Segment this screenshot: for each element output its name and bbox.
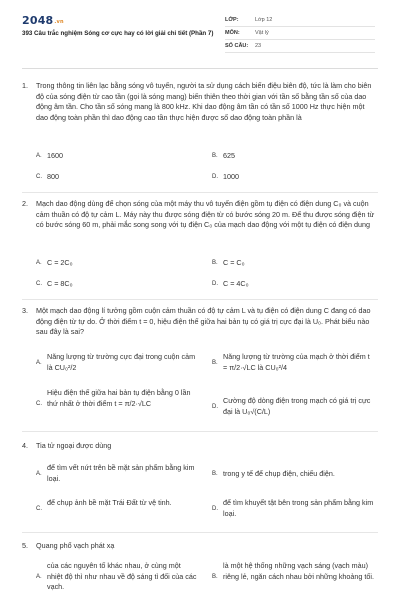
- meta-value: Vật lý: [255, 30, 269, 36]
- option-text: để tìm vết nứt trên bề mặt sản phẩm bằng kim loại.: [47, 463, 195, 483]
- option-label: D.: [212, 404, 218, 410]
- option-b[interactable]: [212, 352, 378, 376]
- option-text: C = 4C₀: [223, 279, 249, 288]
- option-b[interactable]: [212, 561, 378, 597]
- question-stem: Tia tử ngoại được dùng: [36, 441, 112, 450]
- option-a[interactable]: [36, 463, 204, 487]
- meta-key: SỐ CÂU:: [225, 43, 249, 49]
- option-c[interactable]: [36, 388, 204, 422]
- option-a[interactable]: [36, 258, 196, 269]
- question-number: 3.: [22, 306, 28, 315]
- option-d[interactable]: [212, 279, 372, 290]
- option-label: B.: [212, 260, 218, 266]
- option-b[interactable]: [212, 469, 378, 481]
- option-label: C.: [36, 506, 42, 512]
- meta-value: 23: [255, 43, 262, 49]
- option-a[interactable]: [36, 561, 204, 597]
- option-label: C.: [36, 174, 42, 180]
- option-text: của các nguyên tố khác nhau, ở cùng một nhiệt độ thì như nhau về độ sáng tỉ đối của các vạch.: [47, 561, 197, 591]
- question-2: [22, 199, 378, 243]
- option-b[interactable]: [212, 151, 372, 162]
- meta-value: Lớp 12: [255, 17, 273, 23]
- option-text: Hiệu điện thế giữa hai bản tụ điện bằng 0 lần thứ nhất ở thời điểm t = π/2·√LC: [47, 388, 191, 408]
- option-text: 625: [223, 151, 235, 160]
- option-text: 800: [47, 172, 59, 181]
- meta-subject-row: [225, 27, 375, 40]
- question-stem: Quang phổ vạch phát xạ: [36, 541, 115, 550]
- option-label: A.: [36, 471, 42, 477]
- option-text: để tìm khuyết tật bên trong sản phẩm bằng kim loại.: [223, 498, 374, 518]
- question-number: 5.: [22, 541, 28, 550]
- option-label: B.: [212, 360, 218, 366]
- question-number: 4.: [22, 441, 28, 450]
- question-separator: [22, 532, 378, 533]
- option-text: C = 2C₀: [47, 258, 73, 267]
- option-a[interactable]: [36, 352, 204, 376]
- header-divider: [22, 68, 378, 69]
- site-logo[interactable]: 2048.vn: [22, 14, 64, 27]
- option-c[interactable]: [36, 279, 196, 290]
- option-text: C = 8C₀: [47, 279, 73, 288]
- option-label: C.: [36, 401, 42, 407]
- option-label: A.: [36, 153, 42, 159]
- document-title: 393 Câu trắc nghiệm Sóng cơ cực hay có lời giải chi tiết (Phần 7): [22, 30, 214, 37]
- meta-class-row: [225, 14, 375, 27]
- meta-count-row: [225, 40, 375, 53]
- question-separator: [22, 299, 378, 300]
- option-d[interactable]: [212, 498, 378, 522]
- option-label: B.: [212, 471, 218, 477]
- meta-key: LỚP:: [225, 17, 239, 23]
- option-label: D.: [212, 281, 218, 287]
- option-label: D.: [212, 506, 218, 512]
- question-4: [22, 441, 378, 452]
- question-number: 1.: [22, 81, 28, 90]
- option-c[interactable]: [36, 498, 204, 522]
- question-1: [22, 81, 378, 136]
- option-d[interactable]: [212, 396, 378, 420]
- option-label: A.: [36, 260, 42, 266]
- option-text: để chụp ảnh bề mặt Trái Đất từ vệ tinh.: [47, 498, 172, 507]
- option-text: C = C₀: [223, 258, 245, 267]
- option-text: là một hệ thống những vạch sáng (vạch màu) riêng lẻ, ngăn cách nhau bởi những khoảng tối.: [223, 561, 374, 581]
- option-text: trong y tế để chụp điện, chiếu điện.: [223, 469, 335, 478]
- question-number: 2.: [22, 199, 28, 208]
- option-text: 1000: [223, 172, 239, 181]
- option-label: D.: [212, 174, 218, 180]
- question-3: [22, 306, 378, 339]
- document-header: [0, 0, 400, 62]
- question-stem: Mạch dao động dùng để chọn sóng của một máy thu vô tuyến điện gồm tụ điện có điện dung C₀ và cuộn cảm thuần có độ tự cảm L. Máy này thu được sóng điện từ có bước sóng 20 m. Để thu được sóng điện từ có bước sóng 60 m, phải mắc song song với tụ điện C₀ của mạch dao động với một tụ điện có điện dung: [36, 199, 375, 230]
- option-d[interactable]: [212, 172, 372, 183]
- question-stem: Trong thông tin liên lạc bằng sóng vô tuyến, người ta sử dụng cách biến điệu biên độ, tức là làm cho biên độ của sóng điện từ cao tần (gọi là sóng mang) biến thiên theo thời gian với tần số bằng tần số của dao động âm tần. Cho tần số sóng mang là 800 kHz. Khi dao động âm tần có tần số 1000 Hz thực hiện một dao động toàn phần thì dao động cao tần thực hiện được số dao động toàn phần là: [36, 81, 372, 122]
- question-5: [22, 541, 378, 552]
- option-label: B.: [212, 574, 218, 580]
- question-separator: [22, 431, 378, 432]
- option-label: B.: [212, 153, 218, 159]
- option-label: C.: [36, 281, 42, 287]
- option-text: Năng lượng từ trường cực đại trong cuộn cảm là CU₀²/2: [47, 352, 196, 372]
- option-c[interactable]: [36, 172, 196, 183]
- option-a[interactable]: [36, 151, 196, 162]
- question-separator: [22, 192, 378, 193]
- meta-key: MÔN:: [225, 30, 240, 36]
- option-text: Năng lượng từ trường của mạch ở thời điểm t = π/2·√LC là CU₀²/4: [223, 352, 370, 372]
- option-b[interactable]: [212, 258, 372, 269]
- option-text: 1600: [47, 151, 63, 160]
- option-text: Cường độ dòng điện trong mạch có giá trị cực đại là U₀√(C/L): [223, 396, 371, 416]
- question-stem: Một mạch dao động lí tưởng gồm cuộn cảm thuần có độ tự cảm L và tụ điện có điện dung C đang có dao động điện từ tự do. Ở thời điểm t = 0, hiệu điện thế giữa hai bản tụ có giá trị cực đại là U₀. Phát biểu nào sau đây là sai?: [36, 306, 371, 337]
- option-label: A.: [36, 574, 42, 580]
- document-meta: [225, 14, 375, 53]
- option-label: A.: [36, 360, 42, 366]
